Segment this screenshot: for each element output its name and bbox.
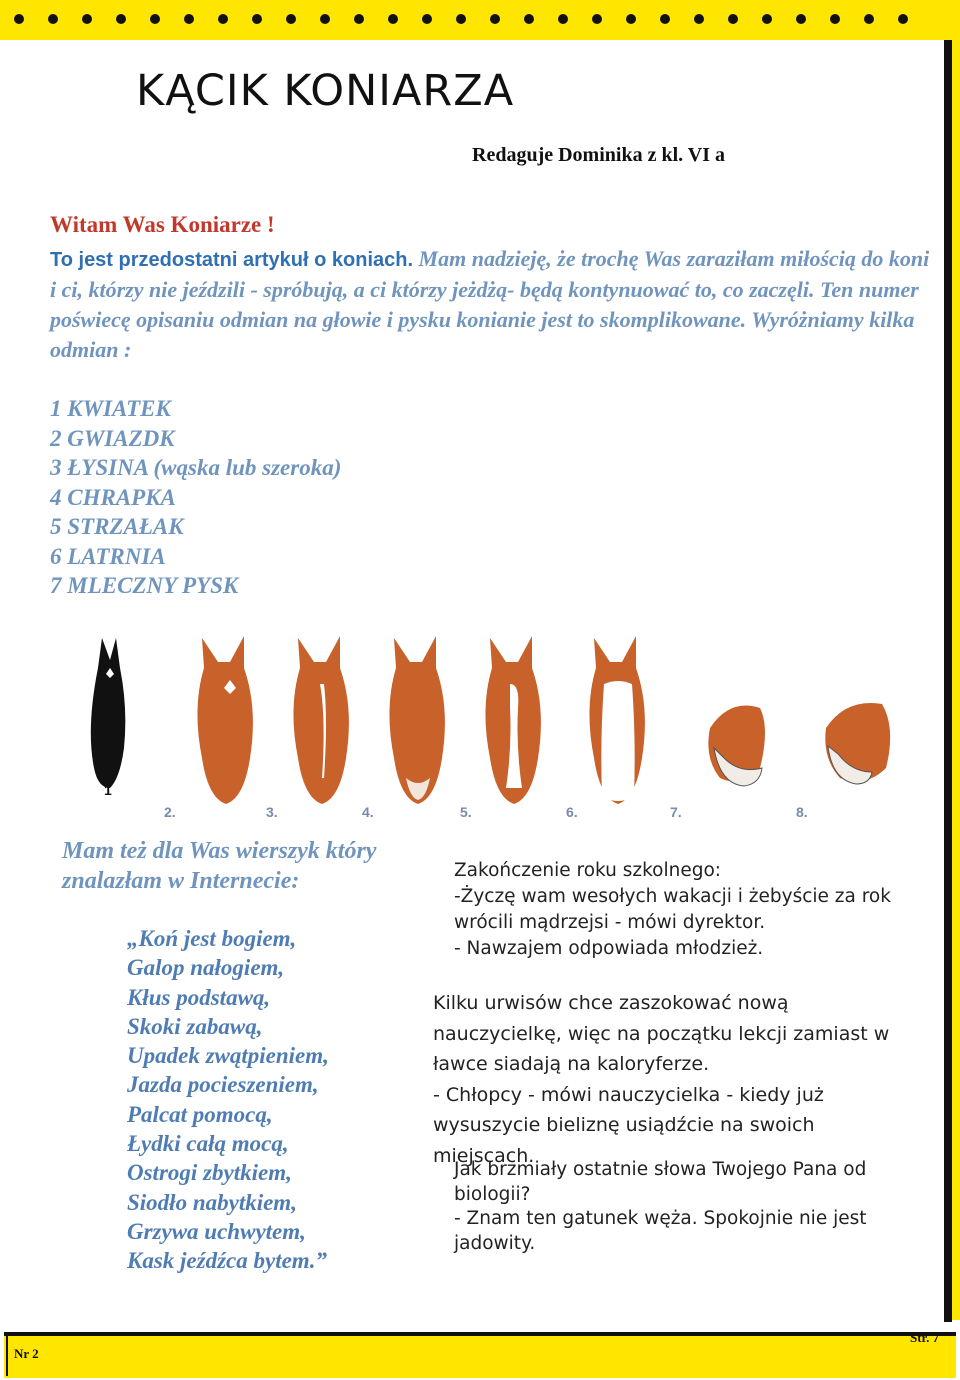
list-item: 1 KWIATEK: [50, 396, 171, 421]
right-yellow-border: [952, 0, 960, 1320]
horse-head-7-illustration: [708, 706, 765, 787]
horse-head-6-illustration: [589, 636, 644, 804]
figure-label-3: 3.: [266, 804, 278, 820]
poem-line: Kłus podstawą,: [127, 984, 271, 1010]
poem-line: Skoki zabawą,: [127, 1013, 263, 1039]
poem-intro: Mam też dla Was wierszyk który znalazłam w Internecie:: [62, 838, 377, 894]
list-item: 2 GWIAZDK: [50, 425, 175, 451]
horse-head-8-illustration: [825, 703, 890, 784]
joke-radiator: [433, 988, 913, 1171]
list-item: 5 STRZAŁAK: [50, 514, 184, 539]
figure-label-7: 7.: [670, 804, 682, 820]
list-item: 7 MLECZNY PYSK: [50, 573, 239, 598]
horse-head-5-illustration: [485, 636, 540, 804]
list-item: 3 ŁYSINA (wąska lub szeroka): [50, 455, 342, 480]
poem-line: Palcat pomocą,: [127, 1101, 273, 1127]
top-yellow-band: [0, 0, 960, 40]
figure-label-2: 2.: [164, 804, 176, 820]
intro-paragraph: [50, 244, 940, 365]
page-number: Str. 7: [910, 1330, 940, 1345]
poem-line: Galop nałogiem,: [127, 955, 285, 981]
poem-line: Upadek zwątpieniem,: [127, 1043, 329, 1069]
poem-line: Łydki całą mocą,: [127, 1131, 289, 1157]
joke-biology-teacher: [454, 1158, 894, 1256]
figure-label-8: 8.: [796, 804, 808, 820]
list-item: 6 LATRNIA: [50, 543, 166, 569]
joke-line: Jak brzmiały ostatnie słowa Twojego Pana od biologii?: [454, 1159, 867, 1205]
horse-head-1-illustration: [91, 638, 126, 788]
intro-lead: To jest przedostatni artykuł o koniach.: [50, 249, 414, 271]
footer-band: [4, 1336, 956, 1378]
joke-line: - Nawzajem odpowiada młodzież.: [454, 938, 764, 959]
joke-end-of-school-year: [454, 858, 894, 962]
horse-markings-figure: [80, 628, 910, 828]
poem-line: Kask jeźdźca bytem.”: [127, 1248, 327, 1274]
greeting: Witam Was Koniarze !: [50, 212, 275, 237]
decorative-dot-row: [14, 14, 954, 28]
poem: [127, 924, 329, 1276]
horse-head-3-illustration: [293, 636, 348, 804]
joke-line: -Życzę wam wesołych wakacji i żebyście za rok wrócili mądrzejsi - mówi dyrektor.: [454, 886, 891, 933]
page-title: KĄCIK KONIARZA: [136, 66, 515, 116]
poem-line: Grzywa uchwytem,: [127, 1218, 306, 1244]
marks-list: [50, 394, 341, 601]
joke-line: Zakończenie roku szkolnego:: [454, 860, 722, 881]
issue-number: Nr 2: [14, 1346, 39, 1361]
joke-line: Kilku urwisów chce zaszokować nową nauczycielkę, więc na początku lekcji zamiast w ławce siadają na kaloryferze.: [433, 992, 890, 1075]
editor-credit: Redaguje Dominika z kl. VI a: [472, 144, 725, 166]
poem-line: Ostrogi zbytkiem,: [127, 1160, 292, 1186]
poem-line: „Koń jest bogiem,: [127, 926, 297, 951]
figure-label-6: 6.: [566, 804, 578, 820]
figure-label-1: 1: [104, 782, 112, 798]
intro-text: Mam nadzieję, że trochę Was zaraziłam miłością do koni i ci, którzy nie jeździli - spróbują, a ci którzy jeżdżą- będą kontynuować to, co zaczęli. Ten numer poświecę opisaniu odmian na głowie i pysku konianie jest to skomplikowane. Wyróżniamy kilka odmian :: [50, 246, 930, 362]
figure-label-4: 4.: [362, 804, 374, 820]
joke-line: - Znam ten gatunek węża. Spokojnie nie jest jadowity.: [454, 1208, 867, 1254]
horse-head-4-illustration: [389, 636, 444, 804]
right-black-border: [944, 40, 952, 1322]
joke-line: - Chłopcy - mówi nauczycielka - kiedy już wysuszycie bieliznę usiądźcie na swoich miejscach.: [433, 1083, 824, 1167]
poem-line: Jazda pocieszeniem,: [127, 1072, 319, 1098]
poem-line: Siodło nabytkiem,: [127, 1189, 297, 1215]
figure-label-5: 5.: [460, 804, 472, 820]
list-item: 4 CHRAPKA: [50, 484, 176, 510]
horse-head-2-illustration: [197, 636, 252, 804]
